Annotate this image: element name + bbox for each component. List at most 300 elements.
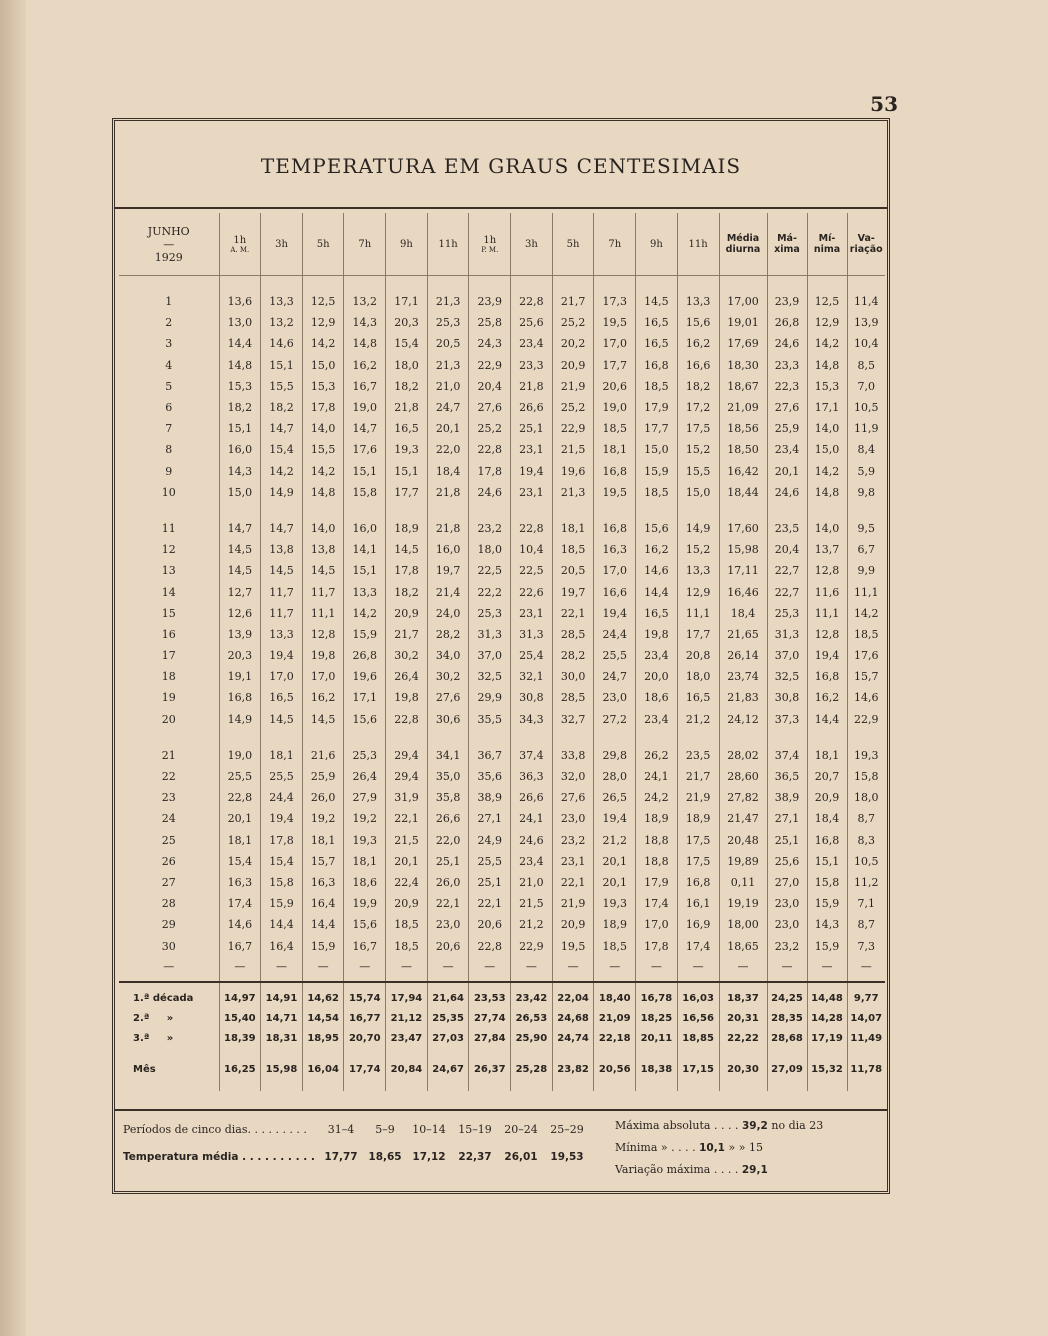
day-cell: 7 bbox=[119, 418, 219, 439]
value-cell: 14,3 bbox=[219, 461, 261, 482]
value-cell: 16,2 bbox=[636, 539, 678, 560]
value-cell: 20,9 bbox=[807, 787, 847, 808]
value-cell: 18,2 bbox=[219, 397, 261, 418]
column-header bbox=[594, 213, 636, 276]
summary-value: 11,49 bbox=[850, 1033, 883, 1045]
value-cell: 27,6 bbox=[427, 687, 469, 708]
value-cell: 13,9 bbox=[854, 316, 879, 330]
value-cell: 27,9 bbox=[344, 787, 386, 808]
day-cell: 28 bbox=[119, 893, 219, 914]
value-cell: 14,5 bbox=[302, 560, 344, 581]
value-cell: 35,8 bbox=[427, 787, 469, 808]
value-cell: 25,5 bbox=[469, 851, 511, 872]
value-cell: 21,2 bbox=[511, 914, 553, 935]
value-cell: 19,5 bbox=[552, 935, 594, 956]
value-cell: 27,6 bbox=[552, 787, 594, 808]
value-cell: 14,5 bbox=[636, 291, 678, 312]
value-cell: 7,0 bbox=[857, 379, 875, 393]
summary-value: 16,78 bbox=[636, 982, 678, 1009]
value-cell: 18,1 bbox=[594, 439, 636, 460]
dash-cell: — bbox=[636, 957, 678, 977]
value-cell: 17,0 bbox=[594, 560, 636, 581]
table-row bbox=[119, 935, 885, 956]
mean-temp-label: Temperatura média . . . . . . . . . . bbox=[123, 1151, 315, 1163]
value-cell: 23,74 bbox=[719, 666, 767, 687]
value-cell: 25,3 bbox=[469, 603, 511, 624]
value-cell: 18,6 bbox=[344, 872, 386, 893]
day-cell: 4 bbox=[119, 355, 219, 376]
value-cell: 23,0 bbox=[767, 893, 807, 914]
value-cell: 28,60 bbox=[719, 766, 767, 787]
value-cell: 18,5 bbox=[636, 482, 678, 503]
value-cell: 15,5 bbox=[261, 376, 303, 397]
min-absolute-label: Mínima » . . . . bbox=[615, 1141, 696, 1154]
value-cell: 26,0 bbox=[302, 787, 344, 808]
summary-value: 14,71 bbox=[261, 1009, 303, 1029]
value-cell: 36,5 bbox=[767, 766, 807, 787]
table-row bbox=[119, 687, 885, 708]
value-cell: 32,5 bbox=[469, 666, 511, 687]
summary-value: 15,40 bbox=[219, 1009, 261, 1029]
value-cell: 24,6 bbox=[469, 482, 511, 503]
table-row bbox=[119, 745, 885, 766]
value-cell: 18,6 bbox=[636, 687, 678, 708]
table-row bbox=[119, 439, 885, 460]
period-range: 31–4 bbox=[327, 1123, 355, 1136]
value-cell: 18,50 bbox=[719, 439, 767, 460]
day-cell: 22 bbox=[119, 766, 219, 787]
value-cell: 14,6 bbox=[636, 560, 678, 581]
value-cell: 14,4 bbox=[302, 914, 344, 935]
summary-value: 20,84 bbox=[386, 1049, 428, 1091]
value-cell: 18,44 bbox=[719, 482, 767, 503]
table-row bbox=[119, 766, 885, 787]
value-cell: 31,3 bbox=[511, 624, 553, 645]
summary-value: 17,94 bbox=[386, 982, 428, 1009]
value-cell: 22,1 bbox=[386, 808, 428, 829]
value-cell: 33,8 bbox=[552, 745, 594, 766]
value-cell: 12,5 bbox=[302, 291, 344, 312]
value-cell: 17,6 bbox=[344, 439, 386, 460]
value-cell: 14,0 bbox=[807, 518, 847, 539]
value-cell: 13,8 bbox=[261, 539, 303, 560]
day-cell: 30 bbox=[119, 935, 219, 956]
day-cell: 17 bbox=[119, 645, 219, 666]
value-cell: 15,6 bbox=[677, 312, 719, 333]
value-cell: 18,5 bbox=[854, 627, 879, 641]
value-cell: 14,8 bbox=[807, 355, 847, 376]
value-cell: 23,2 bbox=[552, 830, 594, 851]
value-cell: 23,1 bbox=[511, 482, 553, 503]
value-cell: 13,0 bbox=[219, 312, 261, 333]
value-cell: 15,2 bbox=[677, 539, 719, 560]
value-cell: 23,9 bbox=[469, 291, 511, 312]
value-cell: 15,0 bbox=[636, 439, 678, 460]
value-cell: 18,9 bbox=[677, 808, 719, 829]
summary-value: 20,56 bbox=[594, 1049, 636, 1091]
max-absolute bbox=[615, 1119, 823, 1132]
table-row bbox=[119, 397, 885, 418]
day-cell: 26 bbox=[119, 851, 219, 872]
value-cell: 21,83 bbox=[719, 687, 767, 708]
value-cell: 22,4 bbox=[386, 872, 428, 893]
dash-cell: — bbox=[261, 957, 303, 977]
value-cell: 35,0 bbox=[427, 766, 469, 787]
value-cell: 20,1 bbox=[767, 461, 807, 482]
summary-value: 23,42 bbox=[511, 982, 553, 1009]
day-cell: 24 bbox=[119, 808, 219, 829]
value-cell: 16,5 bbox=[261, 687, 303, 708]
value-cell: 14,0 bbox=[302, 418, 344, 439]
summary-label: 2.ª » bbox=[119, 1009, 219, 1029]
value-cell: 14,4 bbox=[219, 333, 261, 354]
value-cell: 19,5 bbox=[594, 482, 636, 503]
value-cell: 13,8 bbox=[302, 539, 344, 560]
max-variation bbox=[615, 1163, 768, 1176]
table-row bbox=[119, 355, 885, 376]
value-cell: 14,0 bbox=[807, 418, 847, 439]
value-cell: 34,3 bbox=[511, 709, 553, 730]
value-cell: 19,8 bbox=[302, 645, 344, 666]
summary-value: 24,67 bbox=[427, 1049, 469, 1091]
value-cell: 23,4 bbox=[636, 709, 678, 730]
value-cell: 17,8 bbox=[302, 397, 344, 418]
value-cell: 20,1 bbox=[427, 418, 469, 439]
value-cell: 20,7 bbox=[807, 766, 847, 787]
footer-divider bbox=[115, 1109, 887, 1111]
summary-value: 25,35 bbox=[427, 1009, 469, 1029]
value-cell: 14,2 bbox=[302, 461, 344, 482]
value-cell: 21,8 bbox=[427, 518, 469, 539]
dash-cell: — bbox=[219, 957, 261, 977]
value-cell: 18,2 bbox=[386, 581, 428, 602]
column-header-label: 1h bbox=[233, 234, 247, 246]
column-header-label: 5h bbox=[316, 238, 330, 250]
column-header bbox=[427, 213, 469, 276]
value-cell: 23,4 bbox=[511, 851, 553, 872]
value-cell: 21,9 bbox=[552, 376, 594, 397]
value-cell: 15,0 bbox=[219, 482, 261, 503]
value-cell: 27,0 bbox=[767, 872, 807, 893]
period-mean-temp: 17,12 bbox=[412, 1151, 446, 1163]
value-cell: 13,3 bbox=[344, 581, 386, 602]
value-cell: 27,6 bbox=[767, 397, 807, 418]
value-cell: 14,9 bbox=[677, 518, 719, 539]
value-cell: 19,9 bbox=[344, 893, 386, 914]
value-cell: 16,8 bbox=[594, 518, 636, 539]
value-cell: 20,0 bbox=[636, 666, 678, 687]
summary-value: 14,97 bbox=[219, 982, 261, 1009]
summary-value: 18,25 bbox=[636, 1009, 678, 1029]
value-cell: 22,5 bbox=[469, 560, 511, 581]
column-header-label: 3h bbox=[525, 238, 538, 250]
value-cell: 16,42 bbox=[719, 461, 767, 482]
value-cell: 22,9 bbox=[511, 935, 553, 956]
column-header-label: 9h bbox=[400, 238, 413, 250]
value-cell: 12,9 bbox=[677, 581, 719, 602]
value-cell: 23,4 bbox=[511, 333, 553, 354]
value-cell: 18,5 bbox=[594, 418, 636, 439]
summary-value: 17,74 bbox=[344, 1049, 386, 1091]
dash-cell: — bbox=[302, 957, 344, 977]
column-header bbox=[511, 213, 553, 276]
value-cell: 30,2 bbox=[386, 645, 428, 666]
value-cell: 8,3 bbox=[857, 833, 875, 847]
value-cell: 28,2 bbox=[552, 645, 594, 666]
value-cell: 20,3 bbox=[219, 645, 261, 666]
summary-value: 11,78 bbox=[850, 1064, 883, 1076]
dash-cell: — bbox=[427, 957, 469, 977]
value-cell: 21,4 bbox=[427, 581, 469, 602]
summary-value: 18,40 bbox=[594, 982, 636, 1009]
value-cell: 13,6 bbox=[219, 291, 261, 312]
value-cell: 16,4 bbox=[261, 935, 303, 956]
column-header bbox=[767, 213, 807, 276]
value-cell: 15,1 bbox=[807, 851, 847, 872]
value-cell: 19,0 bbox=[344, 397, 386, 418]
day-cell: 11 bbox=[119, 518, 219, 539]
value-cell: 16,5 bbox=[636, 333, 678, 354]
value-cell: 20,1 bbox=[594, 872, 636, 893]
value-cell: 18,56 bbox=[719, 418, 767, 439]
value-cell: 18,5 bbox=[552, 539, 594, 560]
value-cell: 26,8 bbox=[767, 312, 807, 333]
summary-value: 25,90 bbox=[511, 1029, 553, 1049]
value-cell: 17,8 bbox=[469, 461, 511, 482]
table-row bbox=[119, 666, 885, 687]
value-cell: 11,9 bbox=[854, 422, 879, 436]
value-cell: 38,9 bbox=[767, 787, 807, 808]
value-cell: 19,8 bbox=[386, 687, 428, 708]
value-cell: 13,3 bbox=[677, 560, 719, 581]
summary-value: 14,48 bbox=[807, 982, 847, 1009]
value-cell: 25,1 bbox=[469, 872, 511, 893]
value-cell: 32,7 bbox=[552, 709, 594, 730]
summary-value: 18,38 bbox=[636, 1049, 678, 1091]
value-cell: 15,4 bbox=[261, 439, 303, 460]
value-cell: 16,2 bbox=[344, 355, 386, 376]
summary-value: 24,68 bbox=[552, 1009, 594, 1029]
value-cell: 28,5 bbox=[552, 624, 594, 645]
value-cell: 11,7 bbox=[261, 603, 303, 624]
table-row bbox=[119, 560, 885, 581]
daily-rows bbox=[119, 276, 885, 982]
value-cell: 25,4 bbox=[511, 645, 553, 666]
value-cell: 15,9 bbox=[807, 935, 847, 956]
value-cell: 17,4 bbox=[677, 935, 719, 956]
column-header-label: 9h bbox=[649, 238, 663, 250]
value-cell: 20,4 bbox=[469, 376, 511, 397]
value-cell: 16,3 bbox=[219, 872, 261, 893]
value-cell: 24,6 bbox=[767, 333, 807, 354]
value-cell: 36,7 bbox=[469, 745, 511, 766]
value-cell: 15,0 bbox=[302, 355, 344, 376]
value-cell: 20,6 bbox=[594, 376, 636, 397]
summary-value: 17,15 bbox=[677, 1049, 719, 1091]
value-cell: 23,4 bbox=[636, 645, 678, 666]
day-cell: 19 bbox=[119, 687, 219, 708]
value-cell: 20,5 bbox=[552, 560, 594, 581]
value-cell: 21,3 bbox=[552, 482, 594, 503]
value-cell: 17,0 bbox=[594, 333, 636, 354]
value-cell: 24,1 bbox=[636, 766, 678, 787]
value-cell: 9,9 bbox=[857, 564, 875, 578]
value-cell: 11,1 bbox=[854, 585, 879, 599]
value-cell: 34,1 bbox=[427, 745, 469, 766]
value-cell: 14,6 bbox=[219, 914, 261, 935]
value-cell: 17,7 bbox=[594, 355, 636, 376]
value-cell: 22,5 bbox=[511, 560, 553, 581]
value-cell: 29,4 bbox=[386, 766, 428, 787]
value-cell: 32,1 bbox=[511, 666, 553, 687]
value-cell: 18,8 bbox=[636, 851, 678, 872]
page-number: 53 bbox=[870, 92, 898, 116]
value-cell: 19,4 bbox=[807, 645, 847, 666]
value-cell: 14,4 bbox=[636, 581, 678, 602]
summary-value: 23,47 bbox=[386, 1029, 428, 1049]
value-cell: 21,65 bbox=[719, 624, 767, 645]
day-cell: 3 bbox=[119, 333, 219, 354]
page-title: TEMPERATURA EM GRAUS CENTESIMAIS bbox=[260, 154, 742, 178]
book-gutter bbox=[0, 0, 26, 1336]
value-cell: 23,0 bbox=[552, 808, 594, 829]
value-cell: 24,7 bbox=[594, 666, 636, 687]
table-row bbox=[119, 645, 885, 666]
value-cell: 17,5 bbox=[677, 830, 719, 851]
value-cell: 13,3 bbox=[677, 291, 719, 312]
value-cell: 12,9 bbox=[807, 312, 847, 333]
value-cell: 16,5 bbox=[386, 418, 428, 439]
value-cell: 16,5 bbox=[636, 312, 678, 333]
day-cell: 16 bbox=[119, 624, 219, 645]
value-cell: 16,8 bbox=[636, 355, 678, 376]
value-cell: 20,6 bbox=[469, 914, 511, 935]
column-header bbox=[302, 213, 344, 276]
value-cell: 18,9 bbox=[636, 808, 678, 829]
value-cell: 15,9 bbox=[636, 461, 678, 482]
column-header-label: 1h bbox=[483, 234, 497, 246]
value-cell: 17,6 bbox=[854, 649, 879, 663]
column-header bbox=[807, 213, 847, 276]
value-cell: 15,9 bbox=[344, 624, 386, 645]
value-cell: 10,5 bbox=[854, 401, 879, 415]
summary-value: 18,95 bbox=[302, 1029, 344, 1049]
value-cell: 21,3 bbox=[427, 291, 469, 312]
value-cell: 18,4 bbox=[719, 603, 767, 624]
value-cell: 17,11 bbox=[719, 560, 767, 581]
table-row bbox=[119, 603, 885, 624]
value-cell: 23,0 bbox=[594, 687, 636, 708]
value-cell: 7,3 bbox=[857, 939, 875, 953]
value-cell: 19,7 bbox=[427, 560, 469, 581]
value-cell: 23,0 bbox=[427, 914, 469, 935]
value-cell: 30,8 bbox=[767, 687, 807, 708]
value-cell: 21,09 bbox=[719, 397, 767, 418]
summary-value: 14,28 bbox=[807, 1009, 847, 1029]
value-cell: 25,3 bbox=[344, 745, 386, 766]
summary-value: 21,12 bbox=[386, 1009, 428, 1029]
value-cell: 17,2 bbox=[677, 397, 719, 418]
value-cell: 18,8 bbox=[636, 830, 678, 851]
day-cell: 5 bbox=[119, 376, 219, 397]
value-cell: 20,9 bbox=[552, 355, 594, 376]
table-row bbox=[119, 461, 885, 482]
value-cell: 21,5 bbox=[552, 439, 594, 460]
value-cell: 36,3 bbox=[511, 766, 553, 787]
value-cell: 12,9 bbox=[302, 312, 344, 333]
value-cell: 23,5 bbox=[677, 745, 719, 766]
dash-cell: — bbox=[677, 957, 719, 977]
value-cell: 16,46 bbox=[719, 581, 767, 602]
summary-value: 22,04 bbox=[552, 982, 594, 1009]
value-cell: 19,89 bbox=[719, 851, 767, 872]
value-cell: 16,7 bbox=[344, 376, 386, 397]
value-cell: 20,4 bbox=[767, 539, 807, 560]
summary-value: 16,04 bbox=[302, 1049, 344, 1091]
value-cell: 12,8 bbox=[302, 624, 344, 645]
value-cell: 18,5 bbox=[594, 935, 636, 956]
column-header-label: 11h bbox=[438, 238, 458, 250]
value-cell: 22,8 bbox=[386, 709, 428, 730]
value-cell: 8,4 bbox=[857, 443, 875, 457]
column-header bbox=[219, 213, 261, 276]
value-cell: 21,2 bbox=[594, 830, 636, 851]
value-cell: 18,30 bbox=[719, 355, 767, 376]
value-cell: 28,0 bbox=[594, 766, 636, 787]
value-cell: 21,0 bbox=[511, 872, 553, 893]
value-cell: 15,4 bbox=[261, 851, 303, 872]
value-cell: 14,6 bbox=[261, 333, 303, 354]
value-cell: 10,5 bbox=[854, 854, 879, 868]
max-variation-value: 29,1 bbox=[741, 1164, 768, 1176]
value-cell: 16,8 bbox=[807, 830, 847, 851]
value-cell: 22,8 bbox=[469, 935, 511, 956]
value-cell: 15,1 bbox=[344, 560, 386, 581]
value-cell: 23,4 bbox=[767, 439, 807, 460]
column-header bbox=[552, 213, 594, 276]
value-cell: 21,9 bbox=[552, 893, 594, 914]
value-cell: 27,2 bbox=[594, 709, 636, 730]
value-cell: 14,9 bbox=[219, 709, 261, 730]
value-cell: 17,5 bbox=[677, 851, 719, 872]
day-cell: 29 bbox=[119, 914, 219, 935]
value-cell: 22,1 bbox=[552, 872, 594, 893]
summary-value: 14,62 bbox=[302, 982, 344, 1009]
dash-row bbox=[119, 957, 885, 977]
value-cell: 6,7 bbox=[857, 543, 875, 557]
dash-cell: — bbox=[860, 960, 872, 974]
value-cell: 37,4 bbox=[767, 745, 807, 766]
value-cell: 18,9 bbox=[594, 914, 636, 935]
value-cell: 30,0 bbox=[552, 666, 594, 687]
dash-cell: — bbox=[552, 957, 594, 977]
value-cell: 12,8 bbox=[807, 624, 847, 645]
table-row bbox=[119, 893, 885, 914]
summary-value: 25,28 bbox=[511, 1049, 553, 1091]
periods-label: Períodos de cinco dias. . . . . . . . . bbox=[123, 1123, 307, 1136]
value-cell: 16,0 bbox=[344, 518, 386, 539]
day-cell: 23 bbox=[119, 787, 219, 808]
value-cell: 20,1 bbox=[219, 808, 261, 829]
value-cell: 18,9 bbox=[386, 518, 428, 539]
dash-cell: — bbox=[386, 957, 428, 977]
value-cell: 23,9 bbox=[767, 291, 807, 312]
value-cell: 27,1 bbox=[469, 808, 511, 829]
column-header-sub: A. M. bbox=[230, 245, 250, 254]
dash-cell: — bbox=[469, 957, 511, 977]
value-cell: 14,2 bbox=[807, 333, 847, 354]
value-cell: 25,2 bbox=[469, 418, 511, 439]
